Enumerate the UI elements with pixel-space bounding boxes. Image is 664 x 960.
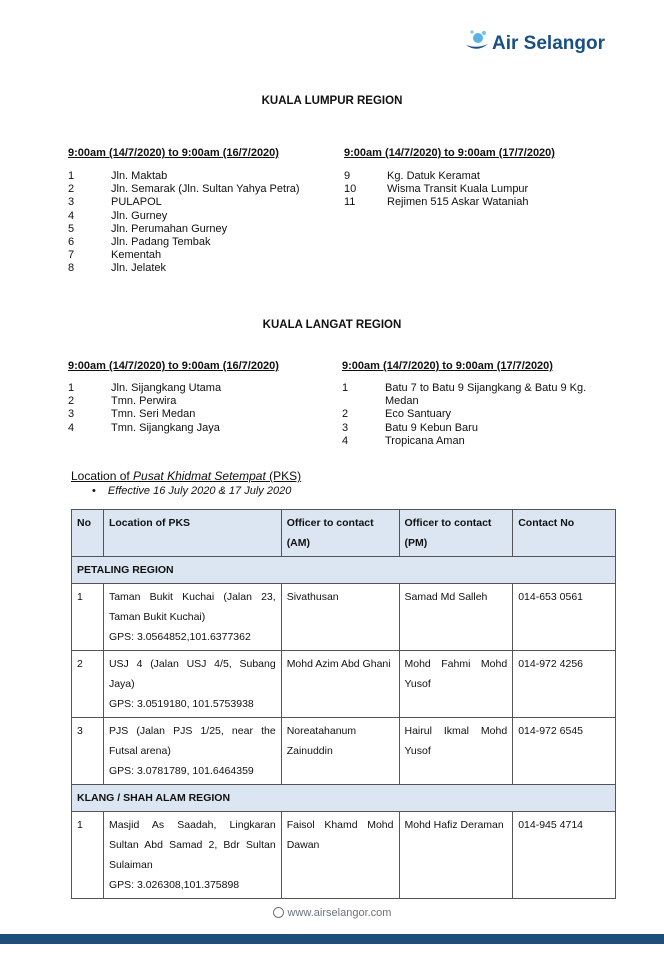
item-name: Jln. Jelatek — [111, 262, 167, 275]
item-number: 10 — [344, 183, 357, 196]
kl-right-period: 9:00am (14/7/2020) to 9:00am (17/7/2020) — [344, 147, 555, 159]
table-header-row — [72, 510, 616, 557]
cell-contact: 014-945 4714 — [513, 812, 616, 899]
list-item — [68, 196, 361, 209]
item-name: Eco Santuary — [385, 408, 452, 421]
item-name: Tmn. Seri Medan — [111, 408, 196, 421]
item-name: Tropicana Aman — [385, 434, 465, 447]
gps-text: GPS: 3.0519180, 101.5753938 — [108, 698, 254, 710]
header-contact: Contact No — [513, 510, 616, 557]
region-label: KLANG / SHAH ALAM REGION — [72, 785, 616, 812]
list-item — [344, 170, 597, 183]
kl-right-list — [344, 170, 597, 210]
section-title-kuala-lumpur: KUALA LUMPUR REGION — [261, 95, 403, 107]
footer-bar — [0, 934, 664, 944]
kla-left-period: 9:00am (14/7/2020) to 9:00am (16/7/2020) — [68, 360, 279, 372]
item-number: 7 — [68, 249, 75, 262]
item-name: Batu 7 to Batu 9 Sijangkang & Batu 9 Kg. Medan — [385, 382, 587, 408]
location-text: PJS (Jalan PJS 1/25, near the Futsal arena) — [108, 725, 276, 757]
kla-right-list — [342, 382, 595, 448]
cell-no: 1 — [72, 584, 104, 651]
cell-contact: 014-972 4256 — [513, 651, 616, 718]
list-item — [68, 408, 321, 421]
item-number: 8 — [68, 262, 75, 275]
item-number: 2 — [68, 183, 75, 196]
kla-left-list — [68, 382, 321, 435]
item-number: 6 — [68, 236, 75, 249]
air-selangor-logo — [454, 22, 634, 62]
location-text: Masjid As Saadah, Lingkaran Sultan Abd Samad 2, Bdr Sultan Sulaiman — [108, 819, 276, 871]
item-name: Rejimen 515 Askar Wataniah — [387, 196, 529, 209]
brand-name: Air Selangor — [492, 33, 605, 54]
list-item — [342, 422, 595, 435]
list-item — [344, 196, 597, 209]
table-row — [72, 718, 616, 785]
pks-table — [71, 509, 616, 899]
list-item — [342, 435, 595, 448]
pks-effective — [92, 485, 291, 497]
region-label: PETALING REGION — [72, 557, 616, 584]
list-item — [68, 422, 321, 435]
header-officer-pm: Officer to contact (PM) — [399, 510, 513, 557]
list-item — [68, 249, 361, 262]
list-item — [342, 382, 595, 408]
item-name: Jln. Gurney — [111, 209, 168, 222]
gps-text: GPS: 3.026308,101.375898 — [108, 879, 240, 891]
cell-contact: 014-972 6545 — [513, 718, 616, 785]
list-item — [344, 183, 597, 196]
cell-location — [103, 651, 281, 718]
item-name: Jln. Sijangkang Utama — [111, 382, 222, 394]
location-text: USJ 4 (Jalan USJ 4/5, Subang Jaya) — [108, 658, 276, 690]
kl-left-period: 9:00am (14/7/2020) to 9:00am (16/7/2020) — [68, 147, 279, 159]
footer — [0, 907, 664, 919]
cell-contact: 014-653 0561 — [513, 584, 616, 651]
cell-no: 3 — [72, 718, 104, 785]
cell-officer-pm: Mohd Hafiz Deraman — [399, 812, 513, 899]
item-number: 1 — [68, 382, 75, 394]
list-item — [68, 382, 321, 395]
item-number: 3 — [68, 408, 75, 421]
cell-officer-pm: Samad Md Salleh — [399, 584, 513, 651]
item-name: PULAPOL — [111, 196, 162, 209]
footer-margin — [0, 944, 664, 960]
cell-no: 2 — [72, 651, 104, 718]
item-number: 3 — [342, 421, 349, 434]
pks-title — [71, 469, 301, 483]
item-name: Jln. Padang Tembak — [111, 236, 211, 249]
list-item — [342, 408, 595, 421]
pks-title-prefix: Location of — [71, 469, 134, 483]
list-item — [68, 183, 361, 196]
table-row — [72, 651, 616, 718]
table-row — [72, 584, 616, 651]
cell-location — [103, 584, 281, 651]
list-item — [68, 223, 361, 236]
item-name: Jln. Maktab — [111, 170, 168, 182]
pks-title-italic: Pusat Khidmat Setempat — [133, 469, 266, 483]
pks-title-suffix: (PKS) — [265, 469, 302, 483]
location-text: Taman Bukit Kuchai (Jalan 23, Taman Bukit Kuchai) — [108, 591, 276, 623]
item-number: 2 — [342, 408, 349, 421]
cell-officer-am: Noreatahanum Zainuddin — [281, 718, 399, 785]
cell-officer-pm: Mohd Fahmi Mohd Yusof — [399, 651, 513, 718]
cell-location — [103, 812, 281, 899]
list-item — [68, 236, 361, 249]
item-name: Tmn. Perwira — [111, 395, 177, 408]
item-number: 11 — [344, 196, 356, 209]
list-item — [68, 262, 361, 275]
header-officer-am: Officer to contact (AM) — [281, 510, 399, 557]
cell-officer-pm: Hairul Ikmal Mohd Yusof — [399, 718, 513, 785]
list-item — [68, 395, 321, 408]
item-name: Tmn. Sijangkang Jaya — [111, 421, 220, 434]
item-number: 3 — [68, 196, 75, 209]
list-item — [68, 170, 361, 183]
item-number: 2 — [68, 395, 75, 408]
header-location: Location of PKS — [103, 510, 281, 557]
item-name: Jln. Semarak (Jln. Sultan Yahya Petra) — [111, 183, 300, 196]
cell-no: 1 — [72, 812, 104, 899]
item-name: Wisma Transit Kuala Lumpur — [387, 183, 529, 196]
item-number: 4 — [342, 434, 349, 447]
table-row — [72, 812, 616, 899]
item-number: 9 — [344, 170, 351, 182]
pks-effective-text: Effective 16 July 2020 & 17 July 2020 — [107, 485, 292, 497]
gps-text: GPS: 3.0564852,101.6377362 — [108, 631, 251, 643]
item-number: 5 — [68, 222, 75, 235]
section-title-kuala-langat: KUALA LANGAT REGION — [262, 319, 402, 331]
item-number: 1 — [342, 382, 349, 394]
region-row — [72, 557, 616, 584]
item-name: Kementah — [111, 249, 162, 262]
item-name: Jln. Perumahan Gurney — [111, 222, 228, 235]
water-drop-icon — [464, 28, 490, 54]
item-name: Kg. Datuk Keramat — [387, 170, 480, 182]
gps-text: GPS: 3.0781789, 101.6464359 — [108, 765, 254, 777]
cell-officer-am: Mohd Azim Abd Ghani — [281, 651, 399, 718]
header-no: No — [72, 510, 104, 557]
region-row — [72, 785, 616, 812]
cell-location — [103, 718, 281, 785]
footer-url[interactable]: www.airselangor.com — [287, 907, 392, 919]
cell-officer-am: Faisol Khamd Mohd Dawan — [281, 812, 399, 899]
list-item — [68, 210, 361, 223]
kla-right-period: 9:00am (14/7/2020) to 9:00am (17/7/2020) — [342, 360, 553, 372]
cell-officer-am: Sivathusan — [281, 584, 399, 651]
item-number: 4 — [68, 209, 75, 222]
kl-left-list — [68, 170, 361, 276]
item-name: Batu 9 Kebun Baru — [385, 421, 478, 434]
item-number: 1 — [68, 170, 75, 182]
bullet-icon: • — [92, 485, 96, 497]
globe-icon — [273, 907, 284, 918]
item-number: 4 — [68, 421, 75, 434]
